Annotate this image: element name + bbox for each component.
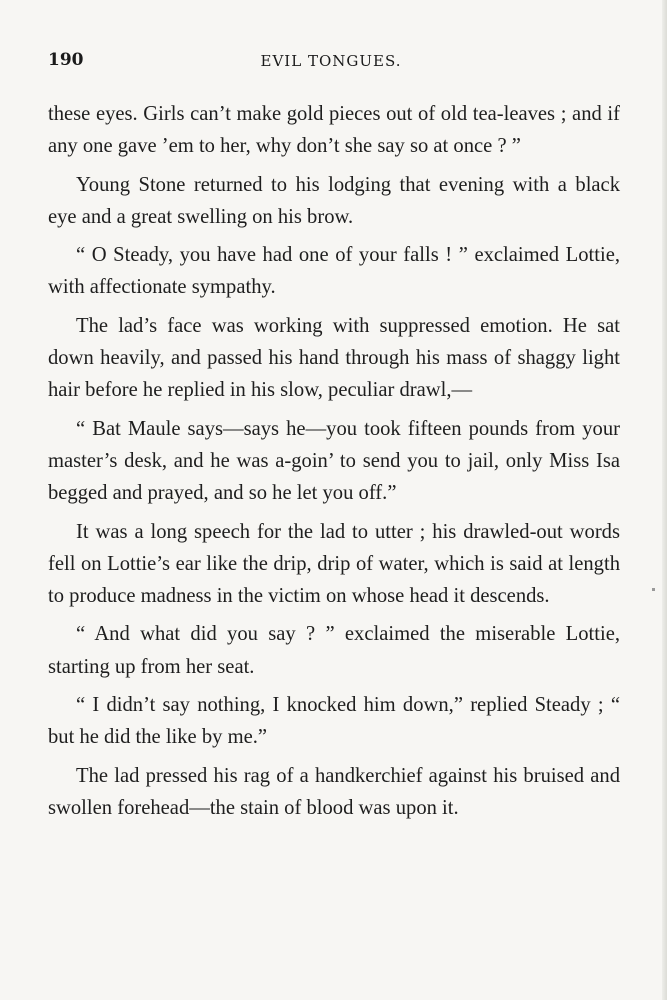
margin-mark bbox=[652, 588, 655, 591]
paragraph-6: It was a long speech for the lad to utter ; his drawled-out words fell on Lottie’s ear like the drip, drip of water, which is said at length to produce madness in the victim on whose head it descends. bbox=[48, 520, 620, 608]
page-number: 190 bbox=[48, 50, 84, 70]
paragraph-4: The lad’s face was working with suppressed emotion. He sat down heavily, and passed his hand through his mass of shaggy light hair before he replied in his slow, peculiar drawl,— bbox=[48, 314, 620, 402]
paragraph-5: “ Bat Maule says—says he—you took fifteen pounds from your master’s desk, and he was a-goin’ to send you to jail, only Miss Isa begged and prayed, and so he let you off.” bbox=[48, 417, 620, 505]
paragraph-2: Young Stone returned to his lodging that evening with a black eye and a great swelling on his brow. bbox=[48, 173, 620, 228]
page-header bbox=[48, 50, 614, 74]
paragraph-1: these eyes. Girls can’t make gold pieces out of old tea-leaves ; and if any one gave ’em to her, why don’t she say so at once ? ” bbox=[48, 103, 620, 158]
paragraph-9: The lad pressed his rag of a handkerchief against his bruised and swollen forehead—the stain of blood was upon it. bbox=[48, 764, 620, 819]
paragraph-3: “ O Steady, you have had one of your falls ! ” exclaimed Lottie, with affectionate sympathy. bbox=[48, 244, 620, 299]
paragraph-7: “ And what did you say ? ” exclaimed the miserable Lottie, starting up from her seat. bbox=[48, 623, 620, 678]
paragraph-8: “ I didn’t say nothing, I knocked him down,” replied Steady ; “ but he did the like by me.” bbox=[48, 694, 620, 749]
body-text bbox=[48, 98, 620, 830]
running-title: EVIL TONGUES. bbox=[260, 52, 402, 70]
page-edge bbox=[662, 0, 667, 1000]
